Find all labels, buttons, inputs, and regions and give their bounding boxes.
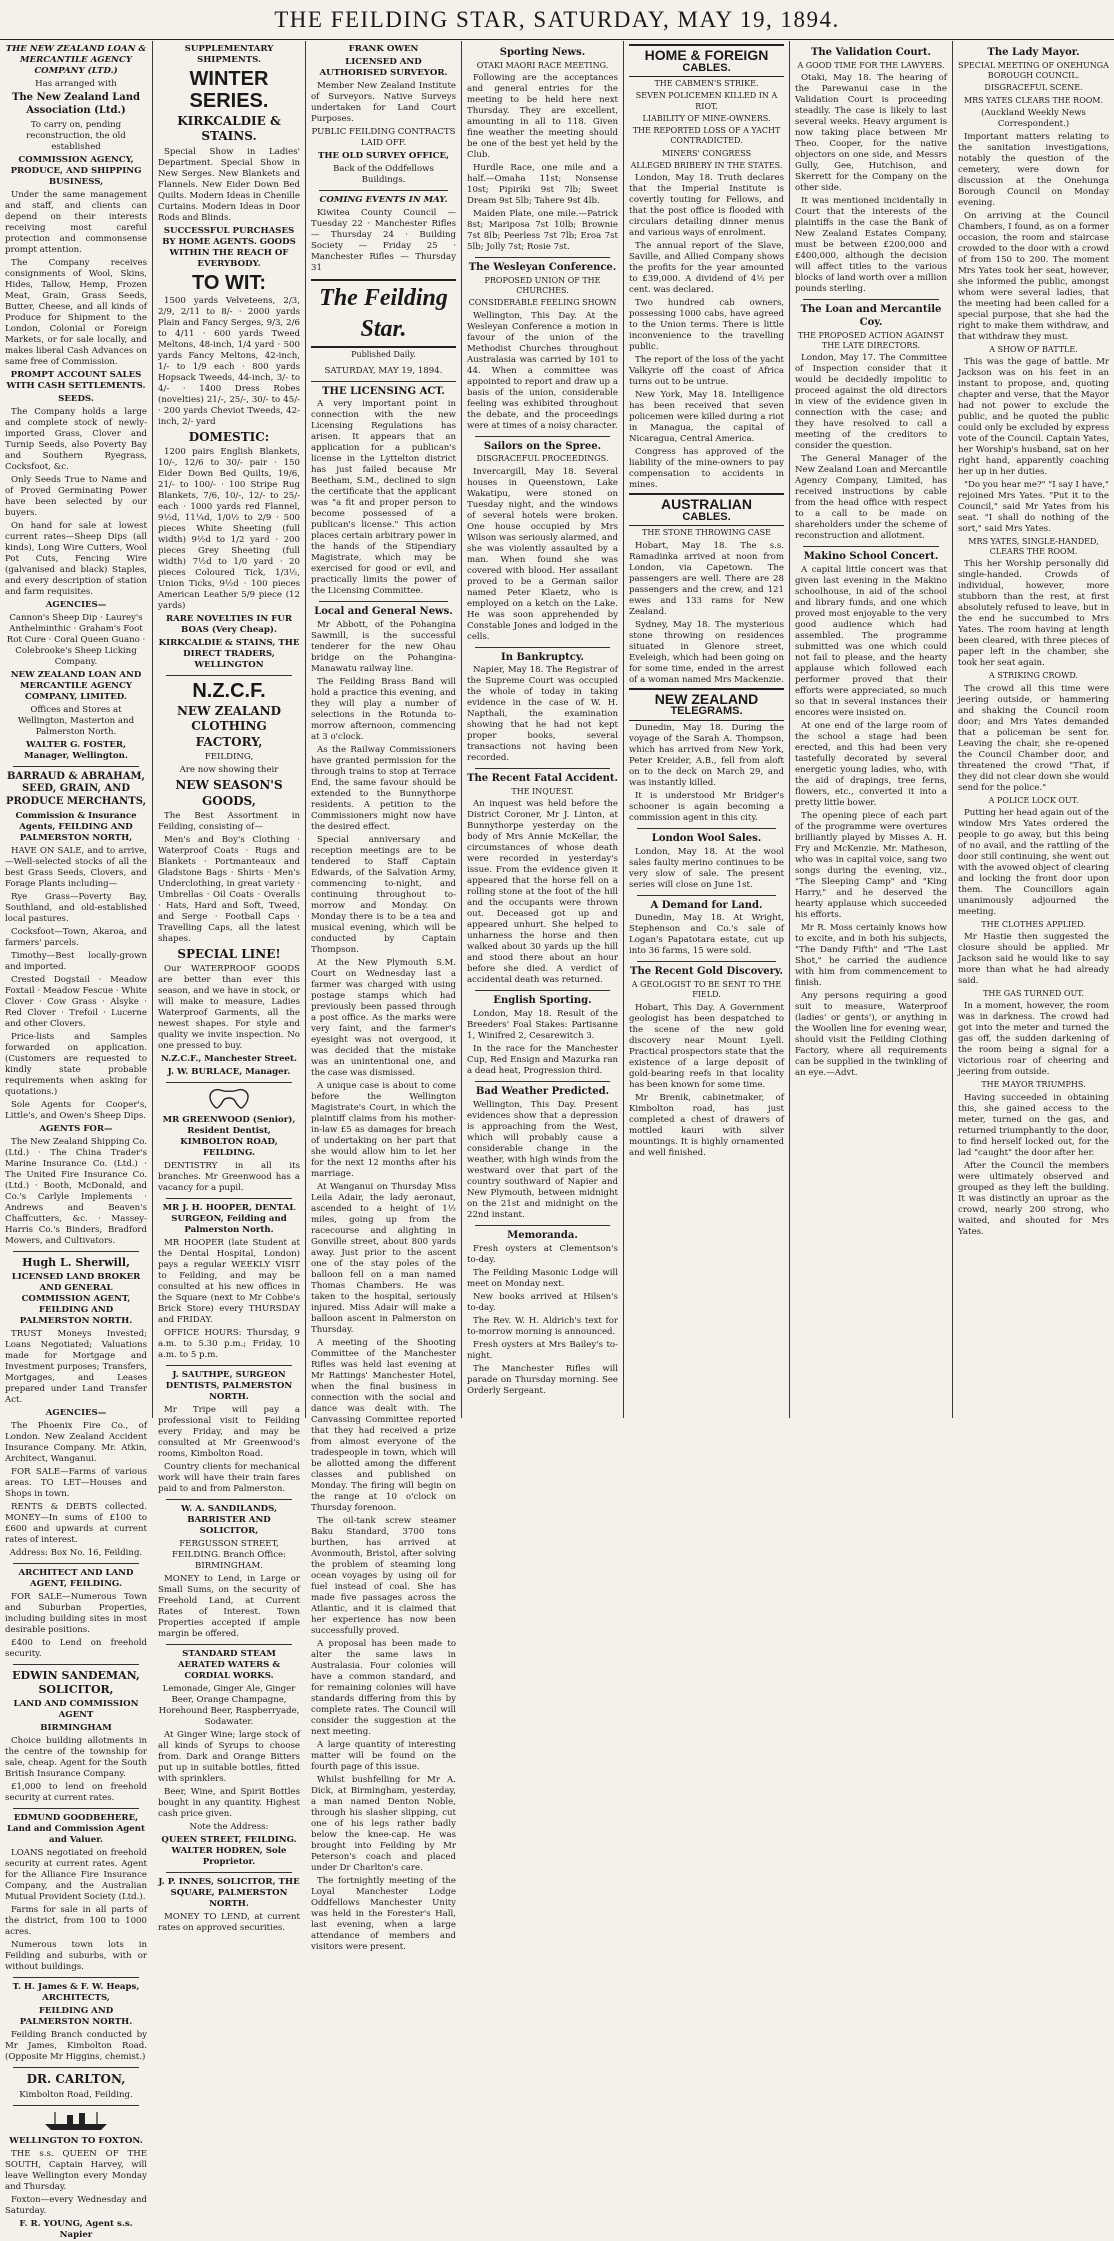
makino-text-2: At one end of the large room of the school a stage had been erected, and this had been very tastefully decorated by several energetic young ladies, who, with the aid of drapings, tree ferns, flowers, etc., converted it into a pretty little bower.	[795, 720, 947, 808]
local-news-7: At Wanganui on Thursday Miss Leila Adair, the lady aeronaut, ascended to a height of 1½ miles, going up from the racecourse and alighting in Gonville street, about 800 yards away. Just prior to the ascent one of the stay poles of the balloon fell on a man named Thomas Chambers. He was taken to the hospital, seriously injured. Miss Adair will make a balloon ascent in Palmerston on Thursday.	[311, 1182, 456, 1336]
sporting-news-header: Sporting News.	[499, 47, 586, 58]
validation-court-header: The Validation Court.	[810, 47, 932, 58]
local-news-13: The fortnightly meeting of the Loyal Manchester Lodge Oddfellows Manchester Unity was held in the Forester's Hall, last evening, when a large attendance of members and visitors were present.	[311, 1876, 456, 1953]
aerated-waters-text-3: Note the Address:	[189, 1822, 269, 1833]
cables-sub-6: ALLEGED BRIBERY IN THE STATES.	[630, 160, 783, 170]
aerated-waters-text-1: At Ginger Wine; large stock of all kinds of Syrups to choose from. Dark and Orange Bitters put up in suitable bottles, fitted with sprinklers.	[158, 1730, 300, 1785]
seeds-text-2: Only Seeds True to Name and of Proved Germinating Power have been selected by our buyers.	[5, 474, 147, 518]
seeds-header: SEEDS.	[58, 393, 94, 404]
loan-mercantile-header: The Loan and Mercantile Coy.	[800, 304, 942, 328]
gold-discovery-header: The Recent Gold Discovery.	[630, 966, 783, 978]
cabinetmaker-text: Mr Brenik, cabinetmaker, of Kimbolton road, has just completed a chest of drawers of mottled kauri with silver mountings. It is highly ornamented and well finished.	[629, 1092, 784, 1158]
foxton-header: WELLINGTON TO FOXTON.	[9, 2135, 143, 2146]
column-3	[306, 41, 462, 1953]
supplementary-header: SUPPLEMENTARY SHIPMENTS.	[184, 44, 274, 65]
column-5	[624, 41, 790, 1418]
local-news-2: The Feilding Brass Band will hold a practice this evening, and they will play a number of selections in the Rotunda to-morrow afternoon, commencing at 3 o'clock.	[311, 677, 456, 743]
memoranda-3: New books arrived at Hilsen's to-day.	[467, 1291, 618, 1313]
winter-series-header: WINTER SERIES.	[189, 68, 269, 112]
masthead-title: THE FEILDING STAR, SATURDAY, MAY 19, 1894.	[274, 6, 840, 32]
lady-mayor-text-11: After the Council the members were ultimately observed and grouped as they left the building. It was distinctly an uproar as the crowd, nearly 200 strong, who waited, and shouted for Mrs Yates.	[958, 1160, 1109, 1237]
sherwill-text-2: The Phoenix Fire Co., of London. New Zealand Accident Insurance Company. Mr. Atkin, Architect, Wanganui.	[5, 1421, 147, 1465]
land-association-header: The New Zealand Land Association (Ltd.)	[11, 92, 141, 116]
nz-sub: TELEGRAMS.	[670, 705, 743, 718]
sherwill-address: Address: Box No. 16, Feilding.	[9, 1548, 143, 1559]
cables-text-5: New York, May 18. Intelligence has been received that seven policemen were killed during a riot in Managua, the capital of Nicaragua, Central America.	[629, 390, 784, 445]
memoranda-header: Memoranda.	[507, 1229, 578, 1241]
cables-sub-5: MINERS' CONGRESS	[661, 148, 752, 158]
greenwood-header: MR GREENWOOD (Senior), Resident Dentist, KIMBOLTON ROAD, FEILDING.	[162, 1115, 296, 1159]
gold-discovery-text: Hobart, This Day. A Government geologist has been despatched to the scene of the new gold discovery near Mount Lyell. Practical prospectors state that the existence of a large deposit of gold-bearing reefs in that locality has been known for some time.	[629, 1002, 784, 1090]
lady-mayor-header: The Lady Mayor.	[987, 47, 1080, 58]
tripe-text-1: Mr Tripe will pay a professional visit to Feilding every Friday, and may be consulted at Mr Greenwood's rooms, Kimbolton Road.	[158, 1405, 300, 1460]
kirkcaldie-footer: KIRKCALDIE & STAINS, THE DIRECT TRADERS, WELLINGTON	[158, 638, 300, 671]
validation-text-2: It was mentioned incidentally in Court that the interests of the plaintiffs in the case the Bank of New Zealand Estates Company, must be between £200,000 and £400,000, although the decision will affect titles to the various blocks of land worth over a million pounds sterling.	[795, 196, 947, 295]
bankruptcy-header: In Bankruptcy.	[501, 651, 584, 663]
agencies-header: AGENCIES—	[45, 599, 107, 610]
clothing-list: Men's and Boy's Clothing · Waterproof Coats · Rugs and Blankets · Portmanteaux and Gladstone Bags · Shirts · Men's Underclothing, in great variety · Umbrellas · Oil Coats · Overalls · Hats, Hard and Soft, Tweed, and Serge · Football Caps · Travelling Caps, all the latest shapes.	[158, 834, 300, 944]
newspaper-masthead	[0, 0, 1114, 40]
james-heaps-text: Feilding Branch conducted by Mr James, Kimbolton Road. (Opposite Mr Higgins, chemist.)	[5, 2030, 147, 2063]
sherwill-text-3: FOR SALE—Farms of various areas. TO LET—Houses and Shops in town.	[5, 1467, 147, 1500]
cables-sub-2: SEVEN POLICEMEN KILLED IN A RIOT.	[635, 91, 778, 111]
column-4	[462, 41, 624, 1418]
column-6	[790, 41, 953, 1418]
seed-list: Crested Dogstail · Meadow Foxtail · Meadow Fescue · White Clover · Cow Grass · Alsyke · Red Clover · Trefoil · Lucerne and other Clovers.	[5, 974, 147, 1029]
sandilands-header: W. A. SANDILANDS, BARRISTER AND SOLICITOR,	[180, 1504, 278, 1537]
hooper-text-1: MR HOOPER (late Student at the Dental Hospital, London) pays a regular WEEKLY VISIT to Feilding, and may be consulted at his new offices in the Square (next to Mr Cobbe's Brick Store) every THURSDAY and FRIDAY.	[158, 1238, 300, 1326]
loan-agency-sub: Has arranged with	[35, 79, 117, 89]
sporting-text-3: Maiden Plate, one mile.—Patrick 8st; Mariposa 7st 10lb; Brownie 7st 8lb; Peerless 7st 7lb; Eroa 7st 5lb; Jolly 7st; Rosie 7st.	[467, 209, 618, 253]
cables-sub-3: LIABILITY OF MINE-OWNERS.	[642, 113, 771, 123]
home-foreign-title: HOME & FOREIGN	[644, 47, 769, 63]
local-news-8: A meeting of the Shooting Committee of the Manchester Rifles was held last evening at Mr Rattings' Manchester Hotel, when the final business in connection with the social and dance was dealt with. The Canvassing Committee reported that they had received a prize from almost everyone of the tradespeople in town, which will be allotted among the different classes and published on Monday. The firing will begin on the range at 10 o'clock on Thursday forenoon.	[311, 1338, 456, 1514]
lady-mayor-text-1: Important matters relating to the sanitation investigations, notably the question of the cemetery, were down for discussion at the Onehunga Borough Council on Monday evening.	[958, 131, 1109, 208]
cables-text-6: Congress has approved of the liability of the mine-owners to pay compensation to accidents in mines.	[629, 447, 784, 491]
local-news-5: At the New Plymouth S.M. Court on Wednesday last a farmer was charged with using postage stamps which had previously been passed through a post office. As the marks were very faint, and the farmer's eyesight was not overgood, it was decided that the mistake was an unintentional one, and the case was dismissed.	[311, 958, 456, 1079]
domestic-list: 1200 pairs English Blankets, 10/-, 12/6 to 30/- pair · 150 Eider Down Bed Quilts, 19/6, 21/- to 100/- · 100 Stripe Rug Blankets, 7/6, 10/-, 12/- to 25/- each · 1000 yards red Flannel, 9½d, 11¼d, 1/0½ to 2/9 · 500 pieces White Sheeting (full width) 9½d to 1/2 yard · 200 pieces Grey Sheeting (full width) 7½d to 1/0 yard · 20 pieces Coloured Tick, 1/3½, Union Ticks, 9½d · 100 pieces American Leather 5/9 piece (12 yards)	[158, 447, 300, 612]
local-news-4: Special anniversary and reception meetings are to be tendered to Staff Captain Edwards, of the Salvation Army, commencing to-night, and continuing throughout to-morrow and Monday. On Monday there is to be a tea and musical evening, which will be conducted by Captain Thompson.	[311, 835, 456, 956]
lady-mayor-text-5: This her Worship personally did single-handed. Crowds of individual, however, more stubborn than the rest, at first absolutely refused to leave, but in the end he succumbed to Mrs Yates. The room having at length been cleared, with three pieces of paper left in the chamber, she took her seat again.	[958, 559, 1109, 669]
wool-sales-text: London, May 18. At the wool sales faulty merino continues to be very slow of sale. The present series will close on June 1st.	[629, 846, 784, 890]
carlton-header: DR. CARLTON,	[26, 2072, 126, 2087]
validation-court-sub: A GOOD TIME FOR THE LAWYERS.	[797, 60, 945, 70]
commission-agency-header: COMMISSION AGENCY, PRODUCE, AND SHIPPING BUSINESS,	[10, 154, 142, 187]
english-sporting-text-2: In the race for the Manchester Cup, Red Ensign and Mazurka ran a dead heat, Progression third.	[467, 1044, 618, 1077]
agents-list: The New Zealand Shipping Co. (Ltd.) · The China Trader's Marine Insurance Co. (Ltd.) · The United Fire Insurance Co. (Ltd.) · Booth, McDonald, and Co.'s Carlyle Implements · Andrews and Beaven's Chaffcutters, &c. · Massey-Harris Co.'s Binders, Bradford Mowers, and Cultivators.	[5, 1136, 147, 1246]
wesleyan-sub-2: CONSIDERABLE FEELING SHOWN	[468, 298, 617, 308]
english-sporting-header: English Sporting.	[493, 995, 592, 1007]
hooper-header: MR J. H. HOOPER, DENTAL SURGEON, Feilding and Palmerston North.	[162, 1203, 296, 1236]
carlton-address: Kimbolton Road, Feilding.	[19, 2089, 133, 2100]
lady-mayor-text-10: Having succeeded in obtaining this, she gained access to the meter, turned on the gas, and returned triumphantly to the door, to find herself locked out, for the lad "caught" the door after her.	[958, 1092, 1109, 1158]
tripe-text-2: Country clients for mechanical work will have their train fares paid to and from Palmerston.	[158, 1462, 300, 1495]
survey-office-text: Back of the Oddfellows Buildings.	[333, 164, 434, 185]
licensing-act-header: THE LICENSING ACT.	[322, 385, 445, 397]
memoranda-5: Fresh oysters at Mrs Bailey's to-night.	[467, 1339, 618, 1361]
land-demand-text: Dunedin, May 18. At Wright, Stephenson and Co.'s sale of Logan's Papatotara estate, cut up into 36 farms, 15 were sold.	[629, 913, 784, 957]
nzcf-manager: J. W. BURLACE, Manager.	[167, 1067, 291, 1078]
greenwood-text: DENTISTRY in all its branches. Mr Greenwood has a vacancy for a pupil.	[158, 1161, 300, 1194]
lady-mayor-sub-1: SPECIAL MEETING OF ONEHUNGA BOROUGH COUNCIL.	[958, 60, 1109, 81]
barraud-text-1: HAVE ON SALE, and to arrive,—Well-selected stocks of all the best Grass Seeds, Clovers, and Forage Plants including—	[5, 845, 147, 889]
clothing-factory-text-2: The Best Assortment in Feilding, consisting of—	[158, 810, 300, 832]
licensing-act-text: A very important point in connection with the new Licensing Regulations has arisen. It appears that an application for a publican's license in the Lyttelton district has just failed because Mr Beetham, S.M., declined to sign the certificate that the applicant was "a fit and proper person to become possessed of a publican's license." This action places certain arbitrary power in the hands of the Stipendiary Magistrate, which may be exercised for good or evil, and practically limits the power of the Licensing Committee.	[311, 399, 456, 597]
lady-mayor-text-7: Putting her head again out of the window Mrs Yates ordered the people to go away, but this being of no avail, and the rattling of the door still continuing, she went out with the avowed object of clearing and locking the front door upon them. The Councillors again unanimously adjourned the meeting.	[958, 807, 1109, 917]
local-news-10: A proposal has been made to alter the same laws in Australasia. Four colonies will have a common standard, and for remaining colonies will have standards differing from this by complete rates. The Council will consider the suggestion at the next meeting.	[311, 1639, 456, 1738]
clothing-factory-text-1: Are now showing their	[179, 765, 279, 776]
australian-text-2: Sydney, May 18. The mysterious stone throwing on residences situated in Glenore street, Eveleigh, which had been going on for some time, ended in the arrest of a woman named Mrs Mackenzie.	[629, 619, 784, 685]
coming-events-list: Kiwitea County Council — Tuesday 22 · Manchester Rifles — Thursday 24 · Building Society — Friday 25 · Manchester Rifles — Thursday 31	[311, 208, 456, 273]
nz-title: NEW ZEALAND	[654, 690, 759, 707]
seeds-text: The Company holds a large and complete stock of newly-imported Grass, Clover and Turnip Seeds, also Poverty Bay and Southern Ryegrass, Cocksfoot, &c.	[5, 406, 147, 472]
sandeman-text-2: £1,000 to lend on freehold security at current rates.	[5, 1782, 147, 1804]
english-sporting-text-1: London, May 18. Result of the Breeders' Foal Stakes: Partisanne 1, Winifred 2, Cesarewitch 3.	[467, 1009, 618, 1042]
frank-owen-header: FRANK OWEN	[348, 44, 419, 54]
to-wit-list: 1500 yards Velveteens, 2/3, 2/9, 2/11 to 8/- · 2000 yards Plain and Fancy Serges, 9/3, 2/6 to 4/11 · 600 yards Tweed Meltons, 48-inch, 1/4 yard · 500 yards Fancy Meltons, 42-inch, 1/- to 1/9 each · 800 yards Hopsack Tweeds, 44-inch, 3/- to 4/- · 1400 Dress Robes (novelties) 21/-, 25/-, 30/- to 45/- · 200 yards Cheviot Tweeds, 42-inch, 2/- yard	[158, 295, 300, 427]
surveyor-text-2: PUBLIC FEILDING CONTRACTS LAID OFF.	[311, 127, 456, 148]
domestic-header: DOMESTIC:	[188, 429, 270, 444]
dateline: SATURDAY, MAY 19, 1894.	[324, 365, 443, 376]
paper-nameplate-title: The Feilding Star.	[311, 279, 456, 348]
barraud-text-2: Rye Grass—Poverty Bay, Southland, and old-established local pastures.	[5, 891, 147, 924]
wesleyan-text: Wellington, This Day. At the Wesleyan Conference a motion in favour of the union of the Methodist Churches throughout Australasia was carried by 101 to 44. When a committee was appointed to report and draw up a basis of the union, considerable feeling was exhibited throughout the debate, and the proceedings were at times of a noisy character.	[467, 310, 618, 431]
mayor-triumphs-header: THE MAYOR TRIUMPHS.	[981, 1080, 1086, 1090]
inquest-sub: THE INQUEST.	[511, 787, 574, 797]
clothing-advert-text: Any persons requiring a good suit to measure, Waterproof (ladies' or gents'), or anything in the Woollen line for evening wear, should visit the Feilding Clothing Factory, where all requirements can be supplied in the twinkling of an eye.—Advt.	[795, 990, 947, 1078]
local-news-11: A large quantity of interesting matter will be found on the fourth page of this issue.	[311, 1740, 456, 1773]
nz-text-1: Dunedin, May 18. During the voyage of the Sarah A. Thompson, which has arrived from New York, Peter Kreider, A.B., fell from aloft on to the deck on March 29, and was instantly killed.	[629, 722, 784, 788]
local-news-12: Whilst bushfelling for Mr A. Dick, at Birmingham, yesterday, a man named Denton Noble, through his slasher slipping, cut one of his legs rather badly below the knee-cap. He was brought into Feilding by Mr Peterson's coach and placed under Dr Charlton's care.	[311, 1775, 456, 1874]
foxton-text-1: THE s.s. QUEEN OF THE SOUTH, Captain Harvey, will leave Wellington every Monday and Thursday.	[5, 2148, 147, 2192]
local-news-header: Local and General News.	[314, 606, 453, 618]
sherwill-text-4: RENTS & DEBTS collected. MONEY—In sums of £100 to £600 and upwards at current rates of interest.	[5, 1502, 147, 1546]
loan-agency-text-2: Under the same management and staff, and clients can depend on their interests receiving most careful protection and commonsense prompt attention.	[5, 189, 147, 255]
sherwill-text-1: TRUST Moneys Invested; Loans Negotiated; Valuations made for Mortgage and Investment purposes; Transfers, Mortgages, and Leases prepared under Land Transfer Act.	[5, 1329, 147, 1406]
offices-text: Offices and Stores at Wellington, Masterton and Palmerston North.	[17, 704, 135, 737]
prompt-account-header: PROMPT ACCOUNT SALES WITH CASH SETTLEMENTS.	[6, 369, 146, 391]
survey-office-header: THE OLD SURVEY OFFICE,	[318, 151, 449, 161]
bad-weather-text: Wellington, This Day. Present evidences show that a depression is approaching from the West, which will probably cause a considerable change in the weather, with high winds from the westward over that part of the country southward of Napier and New Plymouth, between midnight on the 21st and midnight on the 22nd instant.	[467, 1099, 618, 1220]
sailors-text: Invercargill, May 18. Several houses in Queenstown, Lake Wakatipu, were stoned on Tuesday night, and the windows of several hotels were broken. One house occupied by Mrs Wilson was seriously alarmed, and she was violently assaulted by a man. When found she was covered with blood. Her assailant proved to be a German sailor named Peter Klaetz, who is employed on a ketch on the Lake. He was soon apprehended by Constable Jones and lodged in the cells.	[467, 466, 618, 642]
agencies-list: Cannon's Sheep Dip · Laurey's Anthelminthic · Graham's Foot Rot Cure · Coral Queen Guano · Colebrooke's Sheep Licking Company.	[6, 612, 146, 667]
column-1	[0, 41, 153, 2240]
memoranda-4: The Rev. W. H. Aldrich's text for to-morrow morning is announced.	[467, 1315, 618, 1337]
dentist-tooth-icon	[201, 1087, 257, 1111]
kirkcaldie-header: KIRKCALDIE & STAINS.	[177, 114, 281, 144]
aerated-waters-text-2: Beer, Wine, and Spirit Bottles bought in any quantity. Highest cash price given.	[158, 1787, 300, 1820]
cables-sub-1: THE CABMEN'S STRIKE.	[654, 79, 759, 89]
column-2	[153, 41, 306, 1934]
show-of-battle-header: A SHOW OF BATTLE.	[989, 344, 1078, 354]
makino-concert-header: Makino School Concert.	[803, 551, 939, 563]
validation-text-1: Otaki, May 18. The hearing of the Parewanui case in the Validation Court is proceeding steadily. The case is likely to last several weeks. Heavy argument is now taking place between Mr Theo. Cooper, for the native objectors on one side, and Messrs Gully, Gee, Hutchison, and Skerrett for the Company on the other side.	[795, 73, 947, 194]
home-foreign-cables-banner	[629, 44, 784, 77]
barraud-text-5: Price-lists and Samples forwarded on application. (Customers are requested to kindly state probable requirements when asking for quotations.)	[5, 1031, 147, 1097]
james-heaps-header: T. H. James & F. W. Heaps, ARCHITECTS,	[12, 1982, 140, 2004]
sporting-text-2: Hurdle Race, one mile and a half.—Omaha 11st; Nonsense 10st; Pipiriki 9st 7lb; Sweet Dream 9st 5lb; Tahere 9st 4lb.	[467, 163, 618, 207]
page-columns	[0, 41, 1114, 2240]
stone-throwing-header: THE STONE THROWING CASE	[642, 528, 771, 538]
gold-discovery-sub: A GEOLOGIST TO BE SENT TO THE FIELD.	[631, 980, 782, 1000]
to-wit-header: TO WIT:	[191, 271, 267, 294]
sandeman-place: BIRMINGHAM	[40, 1723, 112, 1734]
australian-cables-banner	[629, 493, 784, 526]
james-heaps-sub: FEILDING AND PALMERSTON NORTH.	[19, 2006, 133, 2028]
column-7	[953, 41, 1114, 1418]
wool-sales-header: London Wool Sales.	[651, 832, 762, 844]
tripe-header: J. SAUTHPE, SURGEON DENTISTS, PALMERSTON NORTH.	[165, 1370, 293, 1403]
steamship-icon	[41, 2110, 111, 2132]
lady-mayor-text-8: Mr Hastie then suggested the closure should be applied. Mr Jackson said he would like to say more than what he had already said.	[958, 932, 1109, 987]
australian-text-1: Hobart, May 18. The s.s. Ramadinka arrived at noon from London, via Capetown. The passengers are well. There are 28 passengers and the crew, and 121 ewes and 133 rams for New Zealand.	[629, 540, 784, 617]
hooper-text-2: OFFICE HOURS: Thursday, 9 a.m. to 5.30 p.m.; Friday, 10 a.m. to 5 p.m.	[158, 1328, 300, 1361]
local-news-6: A unique case is about to come before the Wellington Magistrate's Court, in which the plaintiff claims from his mother-in-law £5 as damages for breach of undertaking on her part that she would allow him to let her for the next 12 months after his marriage.	[311, 1081, 456, 1180]
lady-mayor-text-2: On arriving at the Council Chambers, I found, as on a former occasion, the room and staircase crowded to the door with a crowd of from 150 to 200. The moment Mrs Yates took her seat, however, she informed the public, amongst whom were several ladies, that the meeting had been called for a special purpose, that she had the right to make them withdraw, and that withdraw they must.	[958, 210, 1109, 342]
paper-nameplate-sub: Published Daily.	[351, 350, 416, 360]
architect-header: ARCHITECT AND LAND AGENT, FEILDING.	[18, 1568, 134, 1590]
sailors-header: Sailors on the Spree.	[483, 440, 602, 452]
foxton-text-2: Foxton—every Wednesday and Saturday.	[5, 2194, 147, 2216]
surveyor-text-1: Member New Zealand Institute of Surveyors. Native Surveys undertaken for Land Court Purposes.	[311, 81, 456, 124]
seeds-text-3: On hand for sale at lowest current rates—Sheep Dips (all kinds), Long Wire Cutters, Wool Pot Cuts, Fencing Wire (galvanised and black) Staples, and every description of station and farm requisites.	[5, 520, 147, 597]
makino-text-4: Mr R. Moss certainly knows how to excite, and in both his subjects, "The Dandy Fifth" and "The Last Shot," he carried the audience with him from commencement to finish.	[795, 922, 947, 988]
cables-sub-4: THE REPORTED LOSS OF A YACHT CONTRADICTED.	[632, 126, 781, 146]
architect-text-1: FOR SALE—Numerous Town and Suburban Properties, including building sites in most desirable positions.	[5, 1592, 147, 1636]
fur-boas-text: RARE NOVELTIES IN FUR BOAS (Very Cheap).	[165, 614, 292, 636]
sandeman-text-1: Choice building allotments in the centre of the township for sale, cheap. Agent for the South British Insurance Company.	[5, 1736, 147, 1780]
paper-nameplate	[311, 279, 456, 361]
lady-mayor-text-3: This was the gage of battle. Mr Jackson was on his feet in an instant to propose, and, quoting chapter and verse, that the Mayor had not power to exclude the public, and he quoted the public could only be excluded by express vote of the Council. Captain Yates, her Worship's husband, sat on her right hand, apparently coaching her up in her duties.	[958, 356, 1109, 477]
goodbehere-header: EDMUND GOODBEHERE, Land and Commission Agent and Valuer.	[7, 1813, 145, 1846]
fatal-accident-header: The Recent Fatal Accident.	[467, 773, 618, 785]
hodren-header: QUEEN STREET, FEILDING. WALTER HODREN, Sole Proprietor.	[161, 1835, 297, 1868]
loan-mercantile-sub: THE PROPOSED ACTION AGAINST THE LATE DIRECTORS.	[797, 330, 945, 350]
australian-sub: CABLES.	[682, 510, 731, 523]
nzcf-address: N.Z.C.F., Manchester Street.	[161, 1054, 297, 1065]
goodbehere-text-2: Farms for sale in all parts of the district, from 100 to 1000 acres.	[5, 1905, 147, 1938]
winter-text-1: Special Show in Ladies' Department. Special Show in New Serges. New Blankets and Flannels. New Eider Down Bed Quilts. Modern Ideas in Chenille Curtains. Modern Ideas in Door Rods and Blinds.	[158, 146, 300, 223]
loan-agency-para: To carry on, pending reconstruction, the old established	[26, 119, 126, 152]
goodbehere-text-1: LOANS negotiated on freehold security at current rates. Agent for the Alliance Fire Insurance Company, and the Australian Mutual Provident Society (Ltd.).	[5, 1848, 147, 1903]
cables-text-2: The annual report of the Slave, Saville, and Allied Company shows the profits for the year amounted to £39,000. A dividend of 4½ per cent. was declared.	[629, 241, 784, 296]
innes-header: J. P. INNES, SOLICITOR, THE SQUARE, PALMERSTON NORTH.	[158, 1877, 300, 1910]
agents-for-header: AGENTS FOR—	[39, 1123, 113, 1134]
clothing-factory-header: NEW ZEALAND CLOTHING FACTORY,	[176, 704, 282, 749]
innes-text: MONEY TO LEND, at current rates on approved securities.	[158, 1912, 300, 1934]
striking-crowd-header: A STRIKING CROWD.	[989, 671, 1078, 681]
barraud-text-6: Sole Agents for Cooper's, Little's, and Owen's Sheep Dips.	[5, 1099, 147, 1121]
local-news-3: As the Railway Commissioners have granted permission for the through trains to stop at Terrace End, the same favour should be extended to the Bunnythorpe residents. A petition to the Commissioners might now have the desired effect.	[311, 745, 456, 833]
loan-agency-header: THE NEW ZEALAND LOAN & MERCANTILE AGENCY COMPANY (LTD.)	[5, 44, 147, 76]
foxton-agent: F. R. YOUNG, Agent s.s. Napier	[19, 2218, 133, 2240]
wesleyan-header: The Wesleyan Conference.	[468, 262, 617, 274]
clothing-factory-place: FEILDING,	[204, 752, 254, 763]
clears-room-header: MRS YATES, SINGLE-HANDED, CLEARS THE ROOM.	[968, 536, 1099, 557]
barraud-text-4: Timothy—Best locally-grown and imported.	[5, 950, 147, 972]
home-foreign-sub: CABLES.	[682, 61, 731, 74]
winter-purchases-header: SUCCESSFUL PURCHASES BY HOME AGENTS. GOODS WITHIN THE REACH OF EVERYBODY.	[162, 225, 296, 269]
lady-mayor-sub-3: MRS YATES CLEARS THE ROOM.	[963, 95, 1104, 105]
special-line-header: SPECIAL LINE!	[177, 946, 281, 961]
lady-mayor-text-9: In a moment, however, the room was in darkness. The crowd had got into the meter and turned the gas off, the sudden darkening of the room being a signal for a victorious roar of cheering and jeering from outside.	[958, 1001, 1109, 1078]
loan-company-header: NEW ZEALAND LOAN AND MERCANTILE AGENCY COMPANY, LIMITED.	[10, 669, 142, 702]
local-news-1: Mr Abbott, of the Pohangina Sawmill, is the successful tenderer for the new Ohau bridge on the Pohangina-Manawatu railway line.	[311, 620, 456, 675]
clothes-applied-header: THE CLOTHES APPLIED.	[981, 919, 1086, 929]
wesleyan-sub-1: PROPOSED UNION OF THE CHURCHES.	[484, 275, 601, 296]
australian-title: AUSTRALIAN	[661, 496, 752, 513]
nz-text-2: It is understood Mr Bridger's schooner is again becoming a commission agent in this city.	[629, 790, 784, 823]
cables-text-1: London, May 18. Truth declares that the Imperial Institute is covertly touting for Fellows, and that the post office is flooded with circulars detailing dinner menus and various ways of enrolment.	[629, 173, 784, 239]
sherwill-sub: LICENSED LAND BROKER AND GENERAL COMMISSION AGENT, FEILDING AND PALMERSTON NORTH.	[11, 1272, 141, 1327]
lock-out-header: A POLICE LOCK OUT.	[988, 795, 1079, 805]
local-news-9: The oil-tank screw steamer Baku Standard, 3700 tons burthen, has arrived at Avonmouth, Bristol, after solving the problem of steaming long ocean voyages by using oil for fuel instead of coal. She has made five passages across the Atlantic, and it is claimed that her experience has now been successfully proved.	[311, 1516, 456, 1637]
makino-text-3: The opening piece of each part of the programme were overtures brilliantly played by Misses A. H. Fry and McKenzie. Mr. Matheson, who was in capital voice, sang two songs during the evening, viz., "The Sleeping Camp" and "King Harry," and he deserved the hearty applause which succeeded his efforts.	[795, 810, 947, 920]
new-season-header: NEW SEASON'S GOODS,	[175, 778, 283, 808]
sandilands-text: MONEY to Lend, in Large or Small Sums, on the security of Freehold Land, at Current Rates of Interest. Town Properties accepted if ample margin be offered.	[158, 1574, 300, 1640]
surveyor-header: LICENSED AND AUTHORISED SURVEYOR.	[319, 57, 448, 78]
sandeman-sub: LAND AND COMMISSION AGENT	[13, 1699, 139, 1721]
inquest-text: An inquest was held before the District Coroner, Mr J. Linton, at Bunnythorpe yesterday on the body of Mrs Annie McKellar, the circumstances of whose death were recorded in yesterday's issue. From the evidence given it appeared that the horse fell on a rolling stone at the foot of the hill and the occupants were thrown out. Deceased got up and appeared unhurt. She helped to unharness the horse and then walked about 30 yards up the hill and stood there about an hour before she died. A verdict of accidental death was returned.	[467, 799, 618, 986]
cables-text-4: The report of the loss of the yacht Valkyrie off the coast of Africa turns out to be untrue.	[629, 355, 784, 388]
cables-text-3: Two hundred cab owners, possessing 1000 cabs, have agreed to the Union terms. There is little inconvenience to the travelling public.	[629, 298, 784, 353]
gas-turned-out-header: THE GAS TURNED OUT.	[983, 989, 1084, 999]
aerated-waters-list: Lemonade, Ginger Ale, Ginger Beer, Orange Champagne, Horehound Beer, Raspberryade, Sodawater.	[158, 1684, 300, 1728]
land-demand-header: A Demand for Land.	[650, 899, 763, 911]
loan-mercantile-text-2: The General Manager of the New Zealand Loan and Mercantile Agency Company, Limited, has received instructions by cable from the head office with respect to a call to be made on shareholders under the scheme of reconstruction and allotment.	[795, 454, 947, 542]
aerated-waters-header: STANDARD STEAM AERATED WATERS & CORDIAL WORKS.	[177, 1649, 281, 1682]
coming-events-header: COMING EVENTS IN MAY.	[319, 195, 448, 205]
makino-text-1: A capital little concert was that given last evening in the Makino schoolhouse, in aid of the school and library funds, and one which proved most enjoyable to the very good audience which had assembled. The programme submitted was one which could not fail to please, and the hearty applause which followed each performer proved that their efforts were appreciated, so much so that in several instances their encores were insisted on.	[795, 564, 947, 718]
commission-insurance-header: Commission & Insurance Agents, FEILDING AND PALMERSTON NORTH,	[15, 810, 137, 843]
lady-mayor-text-6: The crowd all this time were jeering outside, or hammering and shaking the Council room door; and Mrs Yates demanded that a policeman be sent for. Leaving the chair, she re-opened the Council Chamber door, and threatened the crowd "That, if they did not clear down she would send for the police."	[958, 683, 1109, 793]
lady-mayor-credit: (Auckland Weekly News Correspondent.)	[981, 107, 1086, 129]
barraud-abraham-header: BARRAUD & ABRAHAM, SEED, GRAIN, AND PRODUCE MERCHANTS,	[5, 770, 147, 808]
loan-mercantile-text-1: London, May 17. The Committee of Inspection consider that it would be decidedly impolitic to proceed against the old directors in view of the evidence given in connection with the case; and they have resolved to call a meeting of the creditors to consider the question.	[795, 353, 947, 452]
otaki-race-header: OTAKI MAORI RACE MEETING.	[476, 60, 609, 70]
nzcf-header: N.Z.C.F.	[192, 680, 266, 703]
barraud-text-3: Cocksfoot—Town, Akaroa, and farmers' parcels.	[5, 926, 147, 948]
architect-text-2: £400 to Lend on freehold security.	[5, 1638, 147, 1660]
sherwill-agencies-header: AGENCIES—	[45, 1408, 107, 1419]
sherwill-header: Hugh L. Sherwill,	[22, 1255, 130, 1269]
manager-name: WALTER G. FOSTER, Manager, Wellington.	[24, 739, 128, 761]
sailors-sub: DISGRACEFUL PROCEEDINGS.	[476, 454, 609, 464]
special-line-text: Our WATERPROOF GOODS are better than ever this season, and we have in stock, or will make to measure, Ladies Waterproof Garments, all the newest shapes. For style and quality we invite inspection. No one pressed to buy.	[158, 964, 300, 1052]
nz-telegrams-banner	[629, 688, 784, 721]
bankruptcy-text: Napier, May 18. The Registrar of the Supreme Court was occupied the whole of today in taking evidence in the case of W. H. Napthali, the examination showing that he had not kept proper books, several transactions not having been recorded.	[467, 665, 618, 764]
memoranda-6: The Manchester Rifles will parade on Thursday morning. See Orderly Sergeant.	[467, 1363, 618, 1396]
loan-agency-text-3: The Company receives consignments of Wool, Skins, Hides, Tallow, Hemp, Frozen Meat, Grain, Grass Seeds, Butter, Cheese, and all kinds of Produce for Shipment to the London, Colonial or Foreign Markets, or for sale locally, and makes liberal Cash Advances on same free of Commission.	[5, 257, 147, 367]
sandilands-address: FERGUSSON STREET, FEILDING. Branch Office: BIRMINGHAM.	[171, 1539, 287, 1572]
sandeman-header: EDWIN SANDEMAN, SOLICITOR,	[12, 1669, 140, 1697]
sporting-text-1: Following are the acceptances and general entries for the meeting to be held here next Thursday. They are excellent, amounting in all to 118. Given fine weather the meeting should be one of the best yet held by the Club.	[467, 73, 618, 161]
memoranda-1: Fresh oysters at Clementson's to-day.	[467, 1243, 618, 1265]
lady-mayor-sub-2: DISGRACEFUL SCENE.	[984, 83, 1083, 93]
lady-mayor-text-4: "Do you hear me?" "I say I have," rejoined Mrs Yates. "Put it to the Council," said Mr Yates from his seat. "I shall do nothing of the sort," said Mrs Yates.	[958, 479, 1109, 534]
memoranda-2: The Feilding Masonic Lodge will meet on Monday next.	[467, 1267, 618, 1289]
goodbehere-text-3: Numerous town lots in Feilding and suburbs, with or without buildings.	[5, 1940, 147, 1973]
bad-weather-header: Bad Weather Predicted.	[475, 1086, 610, 1098]
